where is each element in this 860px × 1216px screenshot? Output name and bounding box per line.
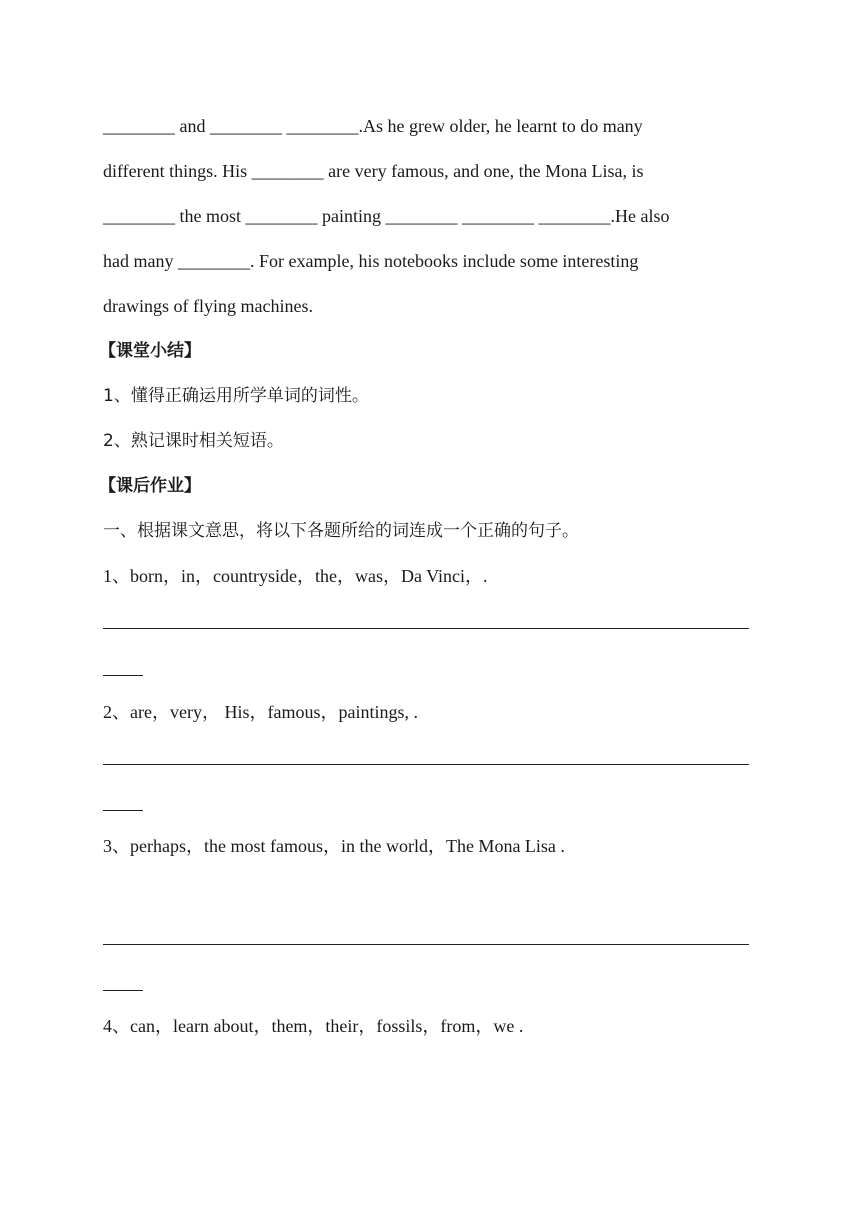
question-4: 4、can，learn about，them，their，fossils，from，we . <box>103 1016 524 1036</box>
answer-line-2[interactable] <box>103 764 749 765</box>
passage-line-2: different things. His ________ are very famous, and one, the Mona Lisa, is <box>103 161 644 181</box>
summary-heading: 【课堂小结】 <box>99 341 201 361</box>
passage-line-1: ________ and ________ ________.As he grew older, he learnt to do many <box>103 116 643 136</box>
passage-line-5: drawings of flying machines. <box>103 296 313 316</box>
answer-line-3-tail <box>103 990 143 991</box>
answer-line-1[interactable] <box>103 628 749 629</box>
question-1: 1、born，in，countryside，the，was，Da Vinci，. <box>103 566 488 586</box>
answer-line-1-tail <box>103 675 143 676</box>
question-3: 3、perhaps，the most famous，in the world，The Mona Lisa . <box>103 836 565 856</box>
passage-line-3: ________ the most ________ painting ________ ________ ________.He also <box>103 206 670 226</box>
summary-item-2: 2、熟记课时相关短语。 <box>103 431 284 451</box>
passage-line-4: had many ________. For example, his notebooks include some interesting <box>103 251 639 271</box>
homework-heading: 【课后作业】 <box>99 476 201 496</box>
homework-instruction: 一、根据课文意思，将以下各题所给的词连成一个正确的句子。 <box>103 521 579 541</box>
answer-line-2-tail <box>103 810 143 811</box>
question-2: 2、are，very， His，famous，paintings, . <box>103 702 418 722</box>
summary-item-1: 1、懂得正确运用所学单词的词性。 <box>103 386 369 406</box>
answer-line-3[interactable] <box>103 944 749 945</box>
